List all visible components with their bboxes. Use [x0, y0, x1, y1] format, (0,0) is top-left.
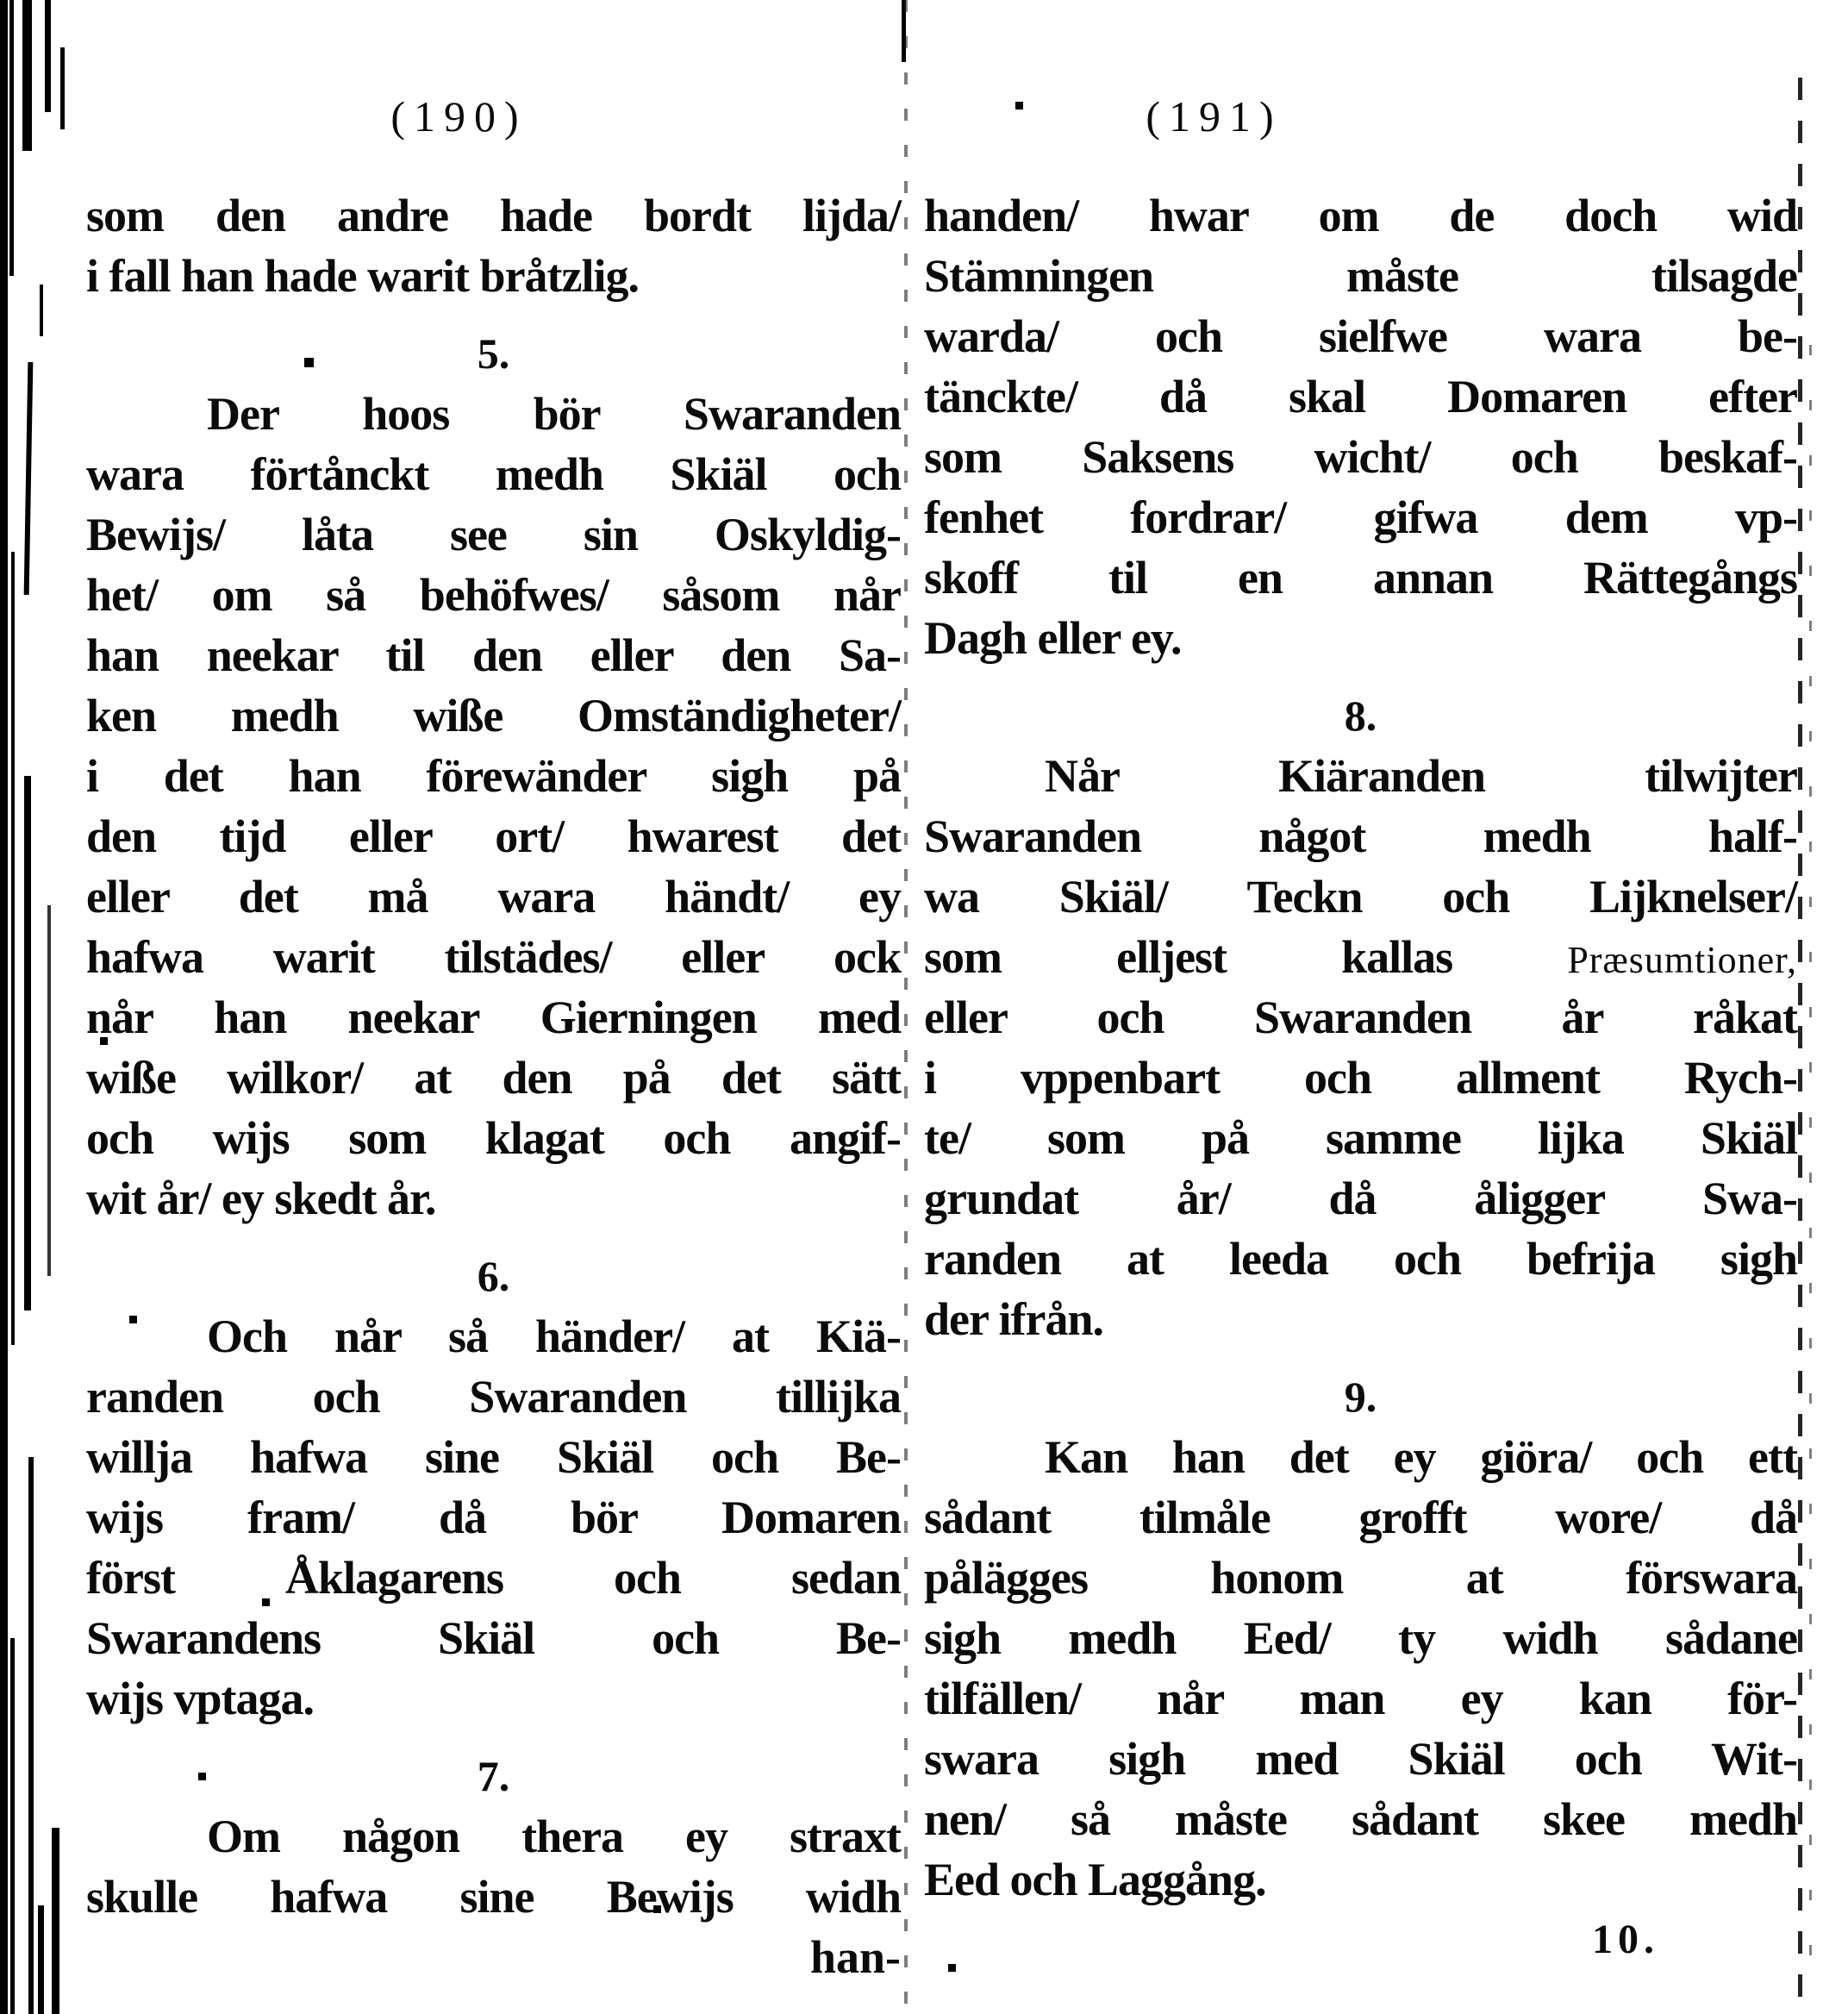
text-line: wijs vptaga.	[86, 1673, 315, 1724]
scan-edge-mark	[24, 362, 34, 595]
text-line: te/ som på samme lijka Skiäl	[924, 1112, 1797, 1164]
text-line: Eed och Laggång.	[924, 1854, 1266, 1905]
text-line	[924, 927, 1797, 987]
text-line: grundat år/ då åligger Swa-	[924, 1173, 1797, 1224]
text-line: Swarandens Skiäl och Be-	[86, 1612, 901, 1664]
scan-edge-mark	[24, 776, 31, 1310]
text-line: han neekar til den eller den Sa-	[86, 629, 901, 681]
section-number: 9.	[1344, 1373, 1377, 1421]
text-line: som Saksens wicht/ och beskaf-	[924, 431, 1797, 483]
text-line: först Åklagarens och sedan	[86, 1552, 901, 1604]
scan-edge-mark	[28, 1457, 34, 2014]
text-line: skoff til en annan Rättegångs	[924, 552, 1797, 604]
text-line: Kan han det ey giöra/ och ett	[1045, 1431, 1797, 1483]
text-line: handen/ hwar om de doch wid	[924, 190, 1797, 241]
text-line: eller och Swaranden år råkat	[924, 991, 1797, 1043]
right-page-text	[924, 185, 1797, 1970]
page-number-right: (191)	[1146, 92, 1283, 141]
scan-edge-mark	[22, 0, 32, 151]
section-number: 8.	[1344, 691, 1377, 740]
text-line: i vppenbart och allment Rych-	[924, 1052, 1797, 1104]
text-line: swara sigh med Skiäl och Wit-	[924, 1733, 1797, 1785]
text-line: randen at leeda och befrija sigh	[924, 1233, 1797, 1285]
text-line: och wijs som klagat och angif-	[86, 1112, 901, 1164]
text-line: pålägges honom at förswara	[924, 1552, 1797, 1604]
text-line: i fall han hade warit bråtzlig.	[86, 250, 639, 302]
text-line: sigh medh Eed/ ty widh sådane	[924, 1612, 1797, 1664]
roman-type-word: Præsumtioner,	[1567, 939, 1797, 981]
section-number: 6.	[477, 1252, 510, 1300]
text-line: Dagh eller ey.	[924, 612, 1182, 664]
text-line: Om någon thera ey straxt	[207, 1811, 901, 1862]
text-line: som den andre hade bordt lijda/	[86, 190, 901, 241]
text-line: wijs fram/ då bör Domaren	[86, 1492, 901, 1543]
section-number: 7.	[477, 1752, 510, 1800]
text-line: tilfällen/ når man ey kan för-	[924, 1673, 1797, 1724]
text-line: warda/ och sielfwe wara be-	[924, 310, 1797, 362]
left-page-text	[86, 185, 901, 1987]
text-line: Swaranden något medh half-	[924, 810, 1797, 862]
scan-edge-mark	[40, 285, 43, 336]
text-line: Stämningen måste tilsagde	[924, 250, 1797, 302]
scan-edge-mark	[11, 552, 15, 1345]
right-page	[924, 0, 1797, 1970]
scan-edge-mark	[10, 1638, 15, 2014]
text-line: wiße wilkor/ at den på det sätt	[86, 1052, 901, 1104]
text-line: fenhet fordrar/ gifwa dem vp-	[924, 491, 1797, 543]
left-page	[86, 0, 901, 1987]
text-segment: som elljest kallas	[924, 931, 1568, 983]
scan-edge-dashed-line	[1798, 78, 1802, 2014]
text-line: når han neekar Gierningen med	[86, 991, 901, 1043]
page-number-left: (190)	[390, 92, 528, 141]
text-line: het/ om så behöfwes/ såsom når	[86, 569, 901, 621]
text-line: wara förtånckt medh Skiäl och	[86, 448, 901, 500]
scan-edge-mark	[9, 0, 14, 276]
scan-edge-mark	[38, 1905, 44, 2014]
ink-specks	[0, 0, 4, 4]
text-line: den tijd eller ort/ hwarest det	[86, 810, 901, 862]
catchword: han-	[809, 1931, 901, 1983]
text-line: sådant tilmåle grofft wore/ då	[924, 1492, 1797, 1543]
text-line: Bewijs/ låta see sin Oskyldig-	[86, 509, 901, 560]
text-line: wit år/ ey skedt år.	[86, 1173, 436, 1224]
text-line: Når Kiäranden tilwijter	[1045, 750, 1797, 802]
text-line: skulle hafwa sine Bewijs widh	[86, 1871, 901, 1923]
scan-edge-mark	[0, 0, 8, 2014]
text-line: willja hafwa sine Skiäl och Be-	[86, 1431, 901, 1483]
text-line: ken medh wiße Omständigheter/	[86, 690, 901, 741]
scan-edge-dashed-line	[1809, 345, 1812, 1983]
text-line: randen och Swaranden tillijka	[86, 1371, 901, 1423]
text-line: tänckte/ då skal Domaren efter	[924, 371, 1797, 422]
text-line: Och når så händer/ at Kiä-	[207, 1310, 901, 1362]
text-line: der ifrån.	[924, 1293, 1103, 1345]
text-line: eller det må wara händt/ ey	[86, 871, 901, 923]
scan-edge-mark	[47, 905, 51, 1276]
text-line: i det han förewänder sigh på	[86, 750, 901, 802]
text-line: wa Skiäl/ Teckn och Lijknelser/	[924, 871, 1797, 923]
scan-edge-mark	[45, 0, 51, 112]
gutter-dotted-line	[904, 0, 908, 2014]
text-line: Der hoos bör Swaranden	[207, 388, 901, 440]
scan-edge-mark	[52, 1828, 59, 2014]
catchword: 10.	[1592, 1917, 1659, 1962]
text-line: hafwa warit tilstädes/ eller ock	[86, 931, 901, 983]
section-number: 5.	[477, 329, 510, 378]
text-line: nen/ så måste sådant skee medh	[924, 1793, 1797, 1845]
